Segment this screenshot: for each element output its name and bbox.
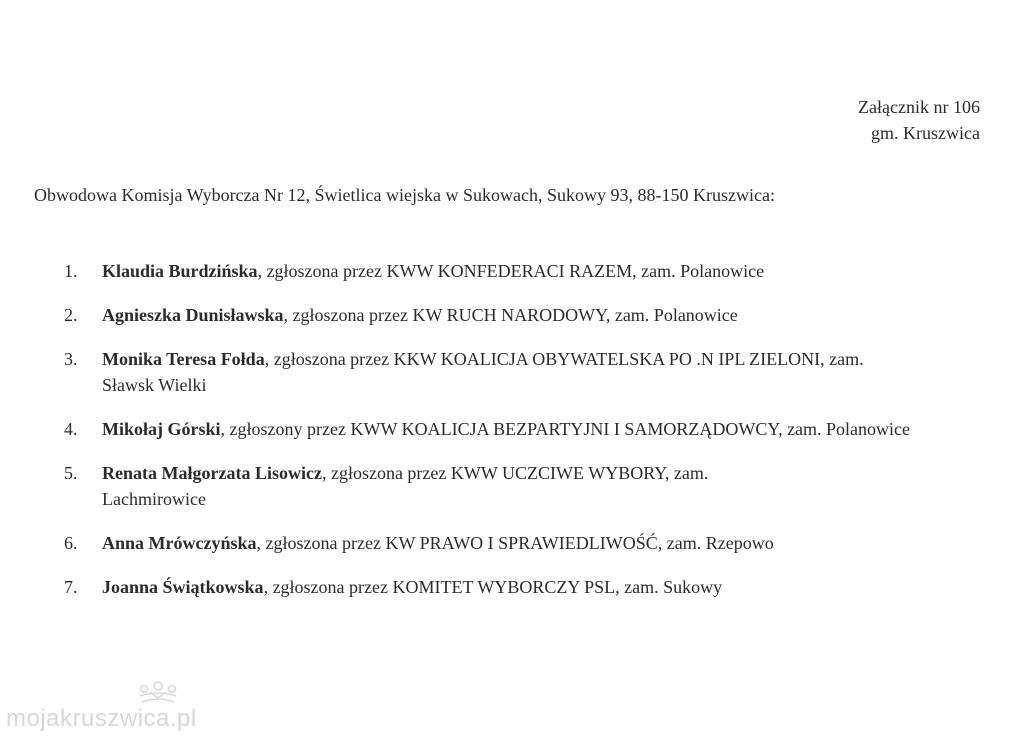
member-name: Mikołaj Górski: [102, 419, 221, 439]
item-text: [102, 302, 964, 328]
list-item: [64, 258, 964, 284]
list-item: [64, 574, 964, 600]
attachment-header: [858, 94, 980, 146]
member-details: , zgłoszona przez KOMITET WYBORCZY PSL, zam. Sukowy: [263, 577, 723, 597]
member-details: , zgłoszona przez KW RUCH NARODOWY, zam. Polanowice: [283, 305, 738, 325]
member-details: , zgłoszona przez KWW KONFEDERACI RAZEM, zam. Polanowice: [257, 261, 765, 281]
item-text: [102, 530, 964, 556]
crown-logo-icon: [134, 680, 182, 708]
item-number: 6.: [64, 533, 78, 553]
item-number: 3.: [64, 349, 78, 369]
item-number: 7.: [64, 577, 78, 597]
list-item: [64, 416, 964, 442]
item-text: [102, 258, 964, 284]
list-item: [64, 302, 964, 328]
member-list: [64, 258, 964, 618]
member-name: Monika Teresa Fołda: [102, 349, 265, 369]
attachment-number: Załącznik nr 106: [858, 97, 980, 117]
member-details: , zgłoszona przez KW PRAWO I SPRAWIEDLIWOŚĆ, zam. Rzepowo: [256, 533, 774, 553]
list-item: [64, 460, 964, 512]
member-name: Joanna Świątkowska: [102, 577, 264, 597]
item-text: [102, 460, 812, 512]
member-details: , zgłoszona przez KWW UCZCIWE WYBORY, zam. Lachmirowice: [102, 463, 709, 509]
item-text: [102, 416, 947, 442]
member-name: Agnieszka Dunisławska: [102, 305, 284, 325]
commission-heading: Obwodowa Komisja Wyborcza Nr 12, Świetlica wiejska w Sukowach, Sukowy 93, 88-150 Kruszwica:: [34, 185, 775, 205]
list-item: [64, 346, 964, 398]
item-number: 1.: [64, 261, 78, 281]
watermark-text: mojakruszwica.pl: [6, 705, 197, 732]
item-number: 2.: [64, 305, 78, 325]
item-text: [102, 346, 892, 398]
item-number: 4.: [64, 419, 78, 439]
item-number: 5.: [64, 463, 78, 483]
item-text: [102, 574, 964, 600]
member-name: Klaudia Burdzińska: [102, 261, 258, 281]
member-name: Renata Małgorzata Lisowicz: [102, 463, 322, 483]
attachment-municipality: gm. Kruszwica: [871, 123, 980, 143]
member-details: , zgłoszony przez KWW KOALICJA BEZPARTYJNI I SAMORZĄDOWCY, zam. Polanowice: [220, 419, 911, 439]
member-name: Anna Mrówczyńska: [102, 533, 257, 553]
member-details: , zgłoszona przez KKW KOALICJA OBYWATELSKA PO .N IPL ZIELONI, zam. Sławsk Wielki: [102, 349, 864, 395]
list-item: [64, 530, 964, 556]
